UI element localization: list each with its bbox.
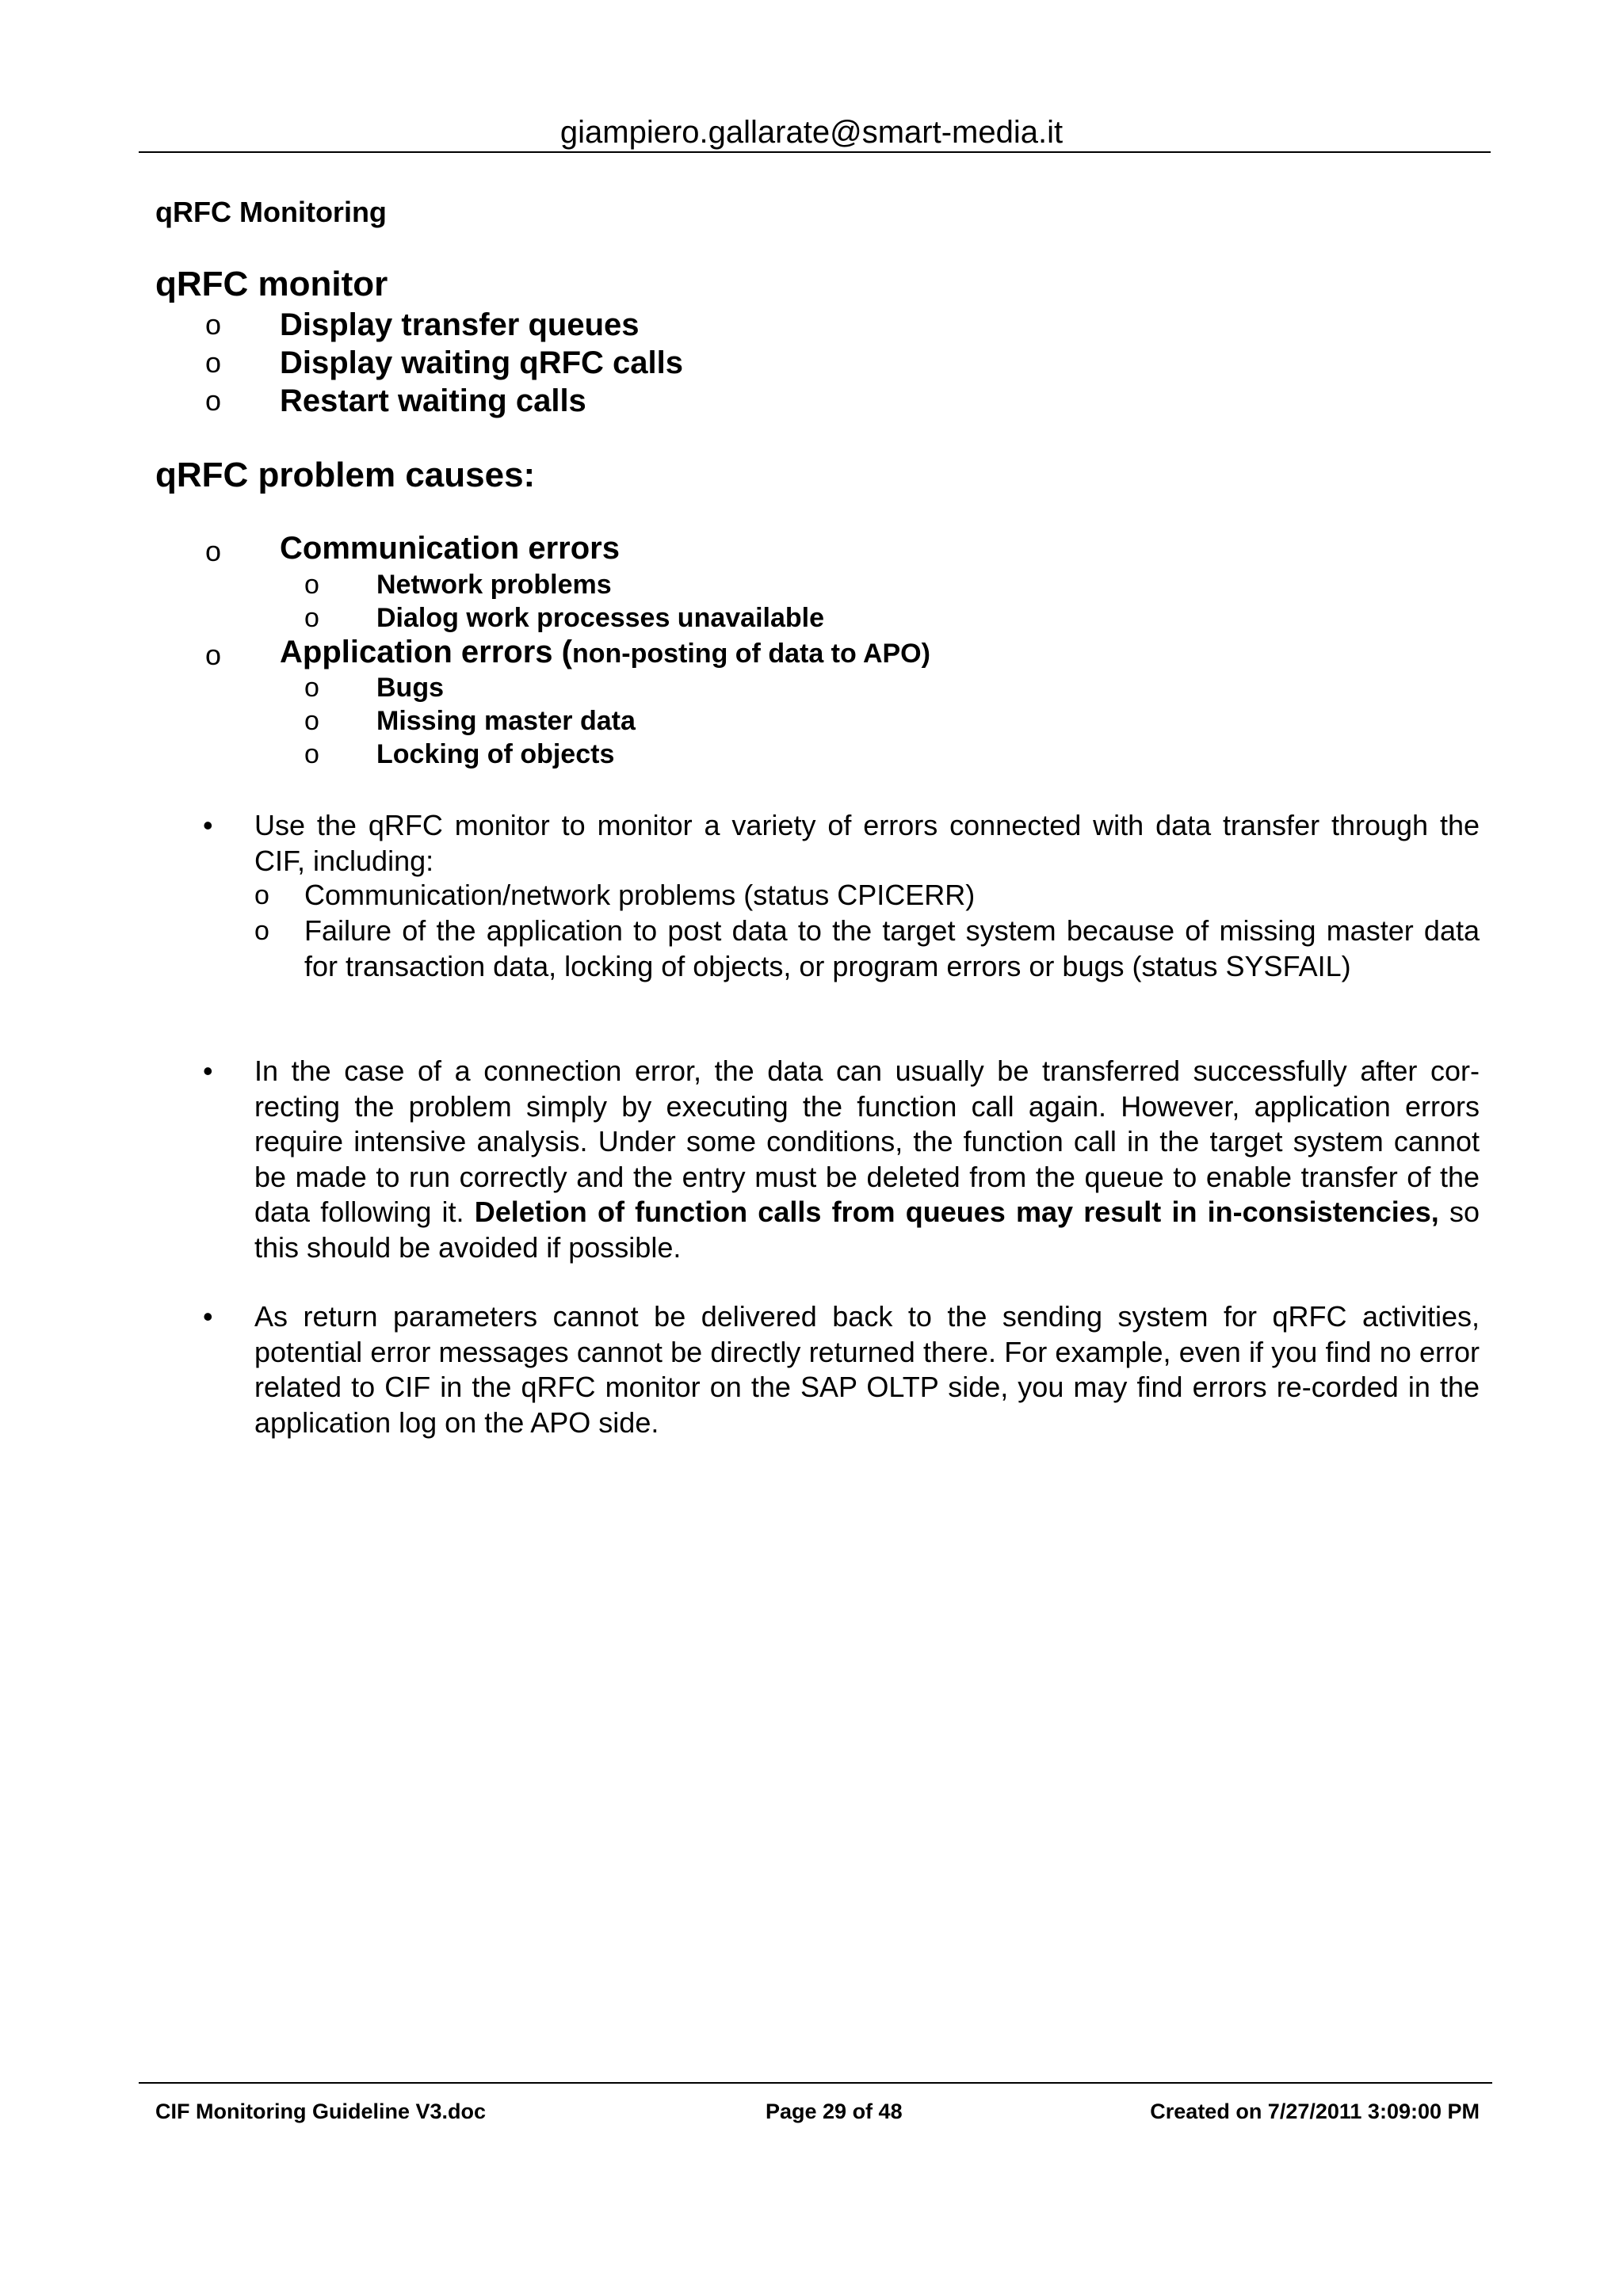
list-marker: o <box>304 706 319 736</box>
footer-rule <box>139 2082 1492 2084</box>
cause-item: Missing master data <box>376 706 636 736</box>
cause-item: Locking of objects <box>376 739 615 769</box>
list-marker: o <box>254 916 269 946</box>
cause-group-label: Application errors (non-posting of data to APO) <box>280 635 930 669</box>
list-marker: o <box>205 535 222 567</box>
list-marker: o <box>304 739 319 769</box>
cause-item: Network problems <box>376 570 612 600</box>
cause-item: Bugs <box>376 673 444 703</box>
list-marker: o <box>205 346 222 379</box>
list-marker: o <box>254 880 269 910</box>
header-rule <box>139 151 1491 153</box>
sub-bullet-paragraph: Failure of the application to post data to the target system because of missing master data for transaction data, locking of objects, or program errors or bugs (status SYSFAIL) <box>304 914 1480 982</box>
list-marker: o <box>304 673 319 703</box>
list-marker: o <box>304 603 319 633</box>
monitor-item: Restart waiting calls <box>280 383 586 418</box>
bullet-paragraph: In the case of a connection error, the data can usually be transferred successfully after cor-recting the problem simply by executing the function call again. However, application errors require intensive analysis. Under some conditions, the function call in the target system cannot be made to run correctly and the entry must be deleted from the queue to enable transfer of the data following it. Deletion of function calls from queues may result in in-consistencies, so this should be avoided if possible. <box>254 1055 1480 1264</box>
header-email: giampiero.gallarate@smart-media.it <box>559 115 1064 150</box>
footer-created: Created on 7/27/2011 3:09:00 PM <box>1150 2100 1480 2123</box>
monitor-heading: qRFC monitor <box>155 265 388 303</box>
footer-page-number: Page 29 of 48 <box>766 2100 903 2123</box>
bullet-marker: • <box>203 1300 213 1333</box>
causes-heading: qRFC problem causes: <box>155 456 536 494</box>
list-marker: o <box>205 639 222 671</box>
footer-doc-name: CIF Monitoring Guideline V3.doc <box>155 2100 486 2123</box>
list-marker: o <box>304 570 319 600</box>
cause-item: Dialog work processes unavailable <box>376 603 825 633</box>
sub-bullet-paragraph: Communication/network problems (status CPICERR) <box>304 879 976 911</box>
monitor-item: Display waiting qRFC calls <box>280 345 684 380</box>
bullet-paragraph: As return parameters cannot be delivered back to the sending system for qRFC activities, potential error messages cannot be directly returned there. For example, even if you find no error related to CIF in the qRFC monitor on the SAP OLTP side, you may find errors re-corded in the application log on the APO side. <box>254 1300 1480 1439</box>
bullet-marker: • <box>203 809 213 841</box>
cause-group-label: Communication errors <box>280 531 620 566</box>
section-label: qRFC Monitoring <box>155 196 387 228</box>
list-marker: o <box>205 308 222 341</box>
bullet-marker: • <box>203 1055 213 1087</box>
list-marker: o <box>205 384 222 417</box>
monitor-item: Display transfer queues <box>280 307 640 342</box>
bullet-paragraph: Use the qRFC monitor to monitor a variety of errors connected with data transfer through the CIF, including: <box>254 809 1480 877</box>
